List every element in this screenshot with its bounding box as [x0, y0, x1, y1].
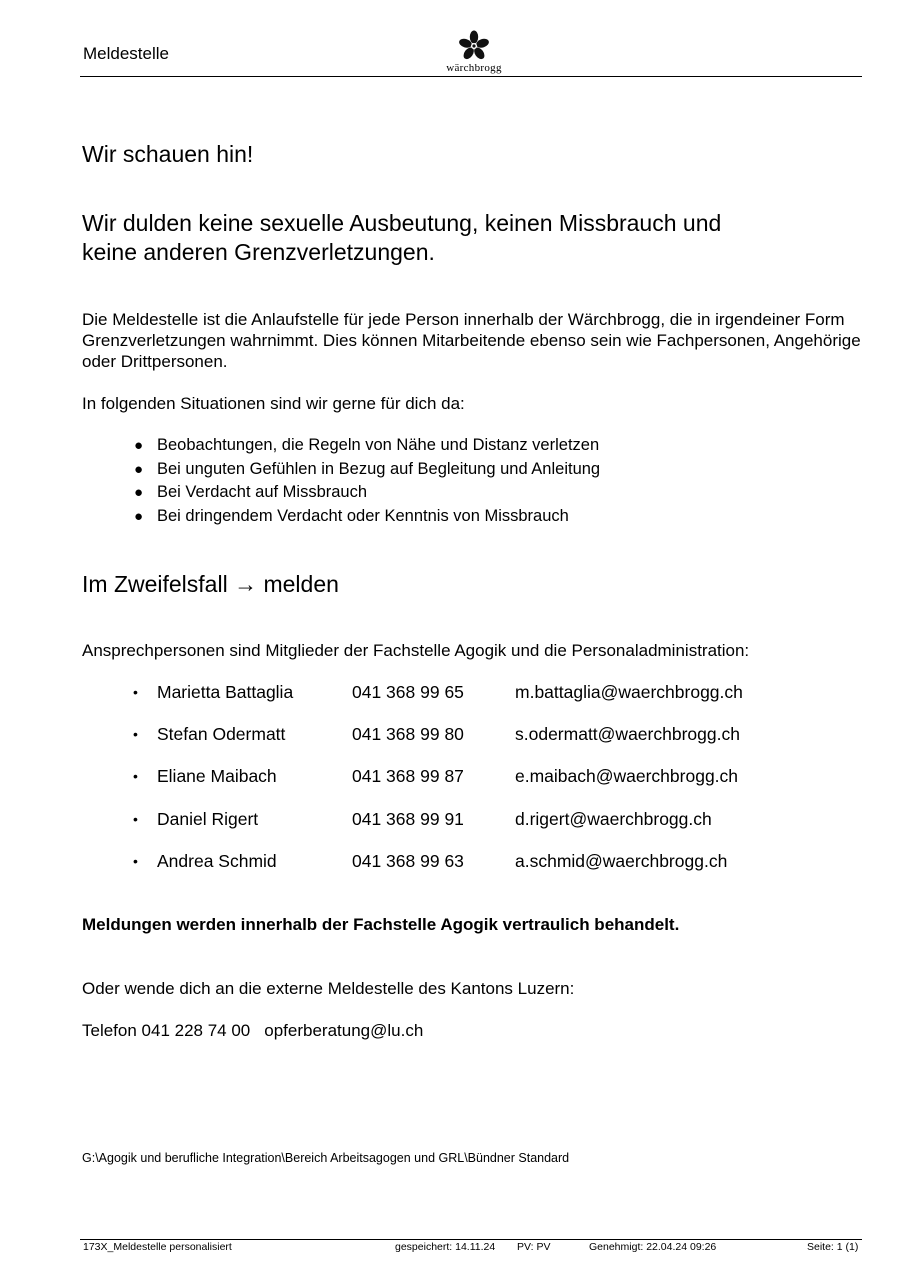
contact-email[interactable]: m.battaglia@waerchbrogg.ch: [515, 682, 743, 702]
bullet-icon: •: [133, 768, 138, 785]
bullet-icon: ●: [134, 437, 144, 454]
bullet-icon: •: [133, 852, 138, 869]
contact-phone[interactable]: 041 368 99 80: [352, 724, 464, 745]
bullet-icon: •: [133, 684, 138, 700]
footer-document-name: 173X_Meldestelle personalisiert: [83, 1241, 232, 1253]
external-email[interactable]: opferberatung@lu.ch: [264, 1021, 424, 1040]
contact-name: Marietta Battaglia: [157, 682, 294, 702]
footer-saved-date: gespeichert: 14.11.24: [395, 1241, 496, 1253]
contact-phone[interactable]: 041 368 99 65: [352, 682, 464, 702]
file-path: G:\Agogik und berufliche Integration\Bereich Arbeitsagogen und GRL\Bündner Standard: [82, 1151, 570, 1165]
logo-text: wärchbrogg: [446, 62, 502, 74]
bullet-icon: ●: [134, 507, 144, 525]
contact-name: Eliane Maibach: [157, 766, 277, 787]
bullet-icon: •: [133, 810, 138, 827]
footer-divider: [80, 1239, 862, 1240]
list-item: ● Bei Verdacht auf Missbrauch: [134, 481, 600, 505]
contact-email[interactable]: s.odermatt@waerchbrogg.ch: [515, 724, 740, 745]
contact-email[interactable]: a.schmid@waerchbrogg.ch: [515, 850, 728, 871]
list-item: ● Bei dringendem Verdacht oder Kenntnis von Missbrauch: [134, 505, 600, 529]
header-title: Meldestelle: [83, 44, 169, 63]
logo: [438, 30, 510, 76]
footer-pv: PV: PV: [517, 1241, 551, 1253]
contact-phone[interactable]: 041 368 99 91: [352, 808, 464, 829]
headline-report: Im Zweifelsfall → melden: [82, 571, 339, 597]
contacts-lead: Ansprechpersonen sind Mitglieder der Fachstelle Agogik und die Personaladministration:: [82, 641, 750, 660]
list-item: ● Beobachtungen, die Regeln von Nähe und Distanz verletzen: [134, 434, 600, 458]
situations-list: [134, 434, 600, 528]
external-lead: Oder wende dich an die externe Meldestelle des Kantons Luzern:: [82, 979, 575, 998]
bullet-icon: ●: [134, 484, 144, 501]
external-contact: [82, 1021, 423, 1041]
contact-name: Daniel Rigert: [157, 808, 259, 829]
bullet-icon: ●: [134, 460, 144, 478]
contact-email[interactable]: e.maibach@waerchbrogg.ch: [515, 766, 739, 787]
flower-logo-icon: [456, 30, 492, 62]
contact-phone[interactable]: 041 368 99 63: [352, 850, 464, 871]
footer-approved: Genehmigt: 22.04.24 09:26: [589, 1241, 717, 1253]
contact-email[interactable]: d.rigert@waerchbrogg.ch: [515, 808, 712, 829]
confidentiality-notice: Meldungen werden innerhalb der Fachstelle Agogik vertraulich behandelt.: [82, 915, 680, 934]
intro-paragraph: Die Meldestelle ist die Anlaufstelle für jede Person innerhalb der Wärchbrogg, die in irgendeiner Form Grenzverletzungen wahrnimmt. Dies können Mitarbeitende ebenso sein wie Fachpersonen, Angehörige oder Drittpersonen.: [82, 310, 861, 371]
external-phone[interactable]: Telefon 041 228 74 00: [82, 1021, 251, 1040]
list-item: ● Bei unguten Gefühlen in Bezug auf Begleitung und Anleitung: [134, 458, 600, 482]
contact-name: Stefan Odermatt: [157, 724, 286, 745]
headline-watch: Wir schauen hin!: [82, 141, 254, 167]
contact-name: Andrea Schmid: [157, 850, 277, 871]
situations-lead: In folgenden Situationen sind wir gerne für dich da:: [82, 394, 465, 413]
contact-phone[interactable]: 041 368 99 87: [352, 766, 464, 787]
headline-no-tolerance: Wir dulden keine sexuelle Ausbeutung, keinen Missbrauch und keine anderen Grenzverletzungen.: [82, 210, 722, 265]
bullet-icon: •: [133, 726, 138, 743]
footer-page-number: Seite: 1 (1): [807, 1241, 859, 1253]
header-divider: [80, 76, 862, 77]
